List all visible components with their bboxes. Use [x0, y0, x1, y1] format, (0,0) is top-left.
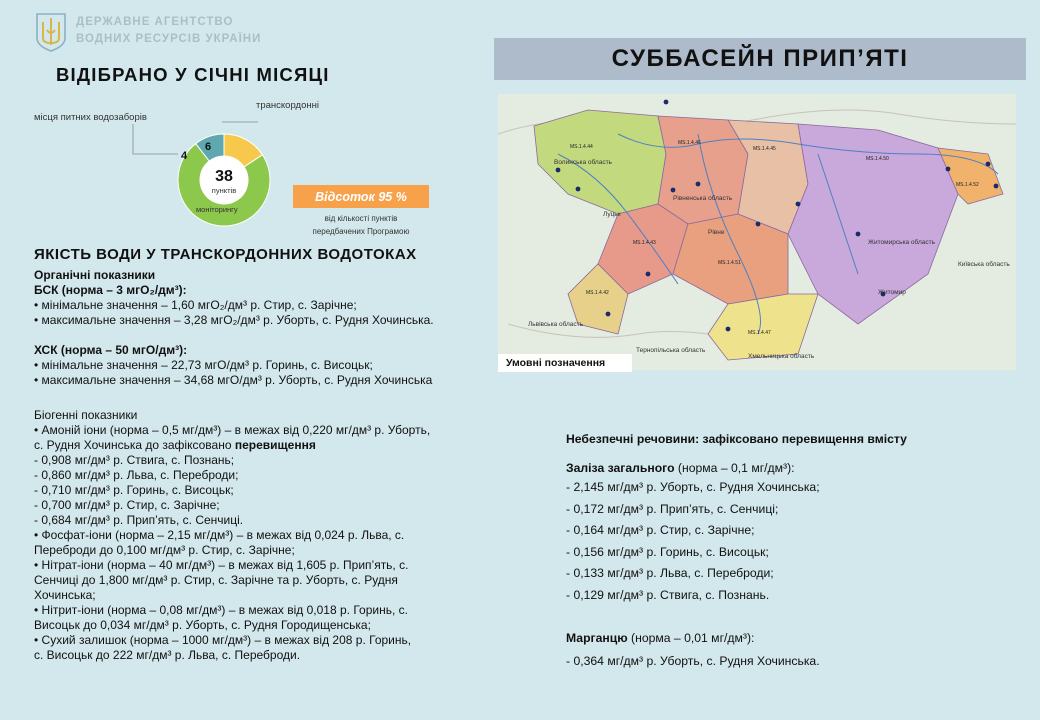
map-marker	[796, 202, 801, 207]
iron-item: - 0,133 мг/дм³ р. Льва, с. Переброди;	[566, 566, 774, 580]
nitrate-line-1: • Нітрат-іони (норма – 40 мг/дм³) – в межах від 1,605 р. Прип’ять, с.	[34, 558, 409, 572]
subbasin-title: СУББАСЕЙН ПРИП’ЯТІ	[611, 45, 909, 72]
label-transboundary: транскордонні	[256, 100, 319, 111]
map-marker	[756, 222, 761, 227]
organic-heading: Органічні показники	[34, 268, 156, 282]
ammonium-line-2-text: с. Рудня Хочинська до зафіксовано	[34, 438, 235, 452]
iron-item: - 0,129 мг/дм³ р. Ствига, с. Познань.	[566, 587, 770, 602]
exceed-item: - 0,860 мг/дм³ р. Льва, с. Переброди;	[34, 468, 239, 482]
map-city-label-rivne: Рівне	[708, 229, 725, 236]
map-region-label-kyiv: Київська область	[958, 261, 1010, 268]
iron-item: - 0,156 мг/дм³ р. Горинь, с. Висоцьк;	[566, 544, 769, 559]
iron-heading	[566, 461, 820, 475]
ammonium-line-2	[34, 438, 430, 453]
percent-badge: Відсоток 95 %	[293, 185, 429, 208]
map-marker	[576, 187, 581, 192]
map-region-ms-1-4-46	[658, 116, 748, 224]
donut-transboundary-count: 6	[205, 141, 212, 153]
nitrite-line-1: • Нітрит-іони (норма – 0,08 мг/дм³) – в межах від 0,018 р. Горинь, с.	[34, 603, 408, 617]
map-code-label: MS.1.4.51	[718, 260, 741, 266]
agency-header	[34, 12, 261, 52]
donut-total-label-1: пунктів	[211, 186, 237, 195]
map-region-label-rivne: Рівненська область	[673, 195, 733, 202]
map-legend-label: Умовні позначення	[498, 354, 632, 372]
percent-note-1: від кількості пунктів	[324, 214, 398, 223]
organic-block	[34, 268, 434, 388]
map-marker	[646, 272, 651, 277]
ammonium-line-1: • Амоній іони (норма – 0,5 мг/дм³) – в межах від 0,220 мг/дм³ р. Уборть,	[34, 423, 431, 437]
ukraine-trident-icon	[34, 12, 68, 52]
map-code-label: MS.1.4.50	[866, 156, 889, 162]
donut-total: 38	[215, 168, 233, 185]
nitrite-line-2: Висоцьк до 0,034 мг/дм³ р. Уборть, с. Рудня Городищенська;	[34, 618, 371, 632]
map-marker	[606, 312, 611, 317]
map-city-label-lutsk: Луцьк	[603, 211, 621, 218]
map-marker	[994, 184, 999, 189]
map-region-label-zhytomyr: Житомирська область	[868, 239, 935, 246]
map-region-label-volyn: Волинська область	[554, 159, 612, 166]
manganese-title: Марганцю	[566, 631, 628, 645]
hsk-title: ХСК (норма – 50 мгО/дм³):	[34, 343, 188, 357]
manganese-block	[566, 631, 820, 676]
exceed-item: - 0,684 мг/дм³ р. Прип’ять, с. Сенчиці.	[34, 513, 244, 527]
manganese-heading	[566, 631, 820, 645]
map-marker	[696, 182, 701, 187]
hazardous-title: Небезпечні речовини: зафіксовано перевищення вмісту	[566, 432, 907, 446]
manganese-item: - 0,364 мг/дм³ р. Уборть, с. Рудня Хочинська.	[566, 654, 820, 668]
iron-title: Заліза загального	[566, 461, 675, 475]
phosphate-line-1: • Фосфат-іони (норма – 2,15 мг/дм³) – в межах від 0,024 р. Льва, с.	[34, 528, 405, 542]
map-marker	[726, 327, 731, 332]
hsk-max: • максимальне значення – 34,68 мгО/дм³ р. Уборть, с. Рудня Хочинська	[34, 373, 433, 387]
label-drinking-intakes: місця питних водозаборів	[34, 112, 147, 123]
map-marker	[671, 188, 676, 193]
subbasin-banner	[494, 38, 1026, 80]
leader-line-drinking	[133, 124, 178, 154]
percent-note-2: передбачених Програмою	[312, 227, 410, 236]
map-marker	[986, 162, 991, 167]
map-marker	[556, 168, 561, 173]
exceed-item: - 0,700 мг/дм³ р. Стир, с. Зарічне;	[34, 498, 220, 512]
map-marker	[856, 232, 861, 237]
nitrate-line-2: Сенчиці до 1,800 мг/дм³ р. Стир, с. Зарічне та р. Уборть, с. Рудня	[34, 573, 398, 587]
map-marker	[946, 167, 951, 172]
iron-item: - 2,145 мг/дм³ р. Уборть, с. Рудня Хочинська;	[566, 480, 820, 494]
map-city-label-zhytomyr: Житомир	[878, 289, 906, 296]
map-code-label: MS.1.4.43	[633, 240, 656, 246]
residue-line-1: • Сухий залишок (норма – 1000 мг/дм³) – в межах від 208 р. Горинь,	[34, 633, 412, 647]
subbasin-map	[498, 94, 1016, 370]
iron-item: - 0,172 мг/дм³ р. Прип’ять, с. Сенчиці;	[566, 501, 779, 516]
percent-note	[296, 212, 426, 238]
quality-section-title: ЯКІСТЬ ВОДИ У ТРАНСКОРДОННИХ ВОДОТОКАХ	[34, 246, 417, 263]
map-code-label: MS.1.4.46	[678, 140, 701, 146]
iron-item: - 0,164 мг/дм³ р. Стир, с. Зарічне;	[566, 523, 755, 537]
map-region-label-lviv: Львівська область	[528, 321, 584, 328]
bsk-min: • мінімальне значення – 1,60 мгО₂/дм³ р. Стир, с. Зарічне;	[34, 298, 357, 312]
map-region-label-ternopil: Тернопільська область	[636, 347, 706, 354]
biogenic-block	[34, 408, 430, 663]
donut-center-label	[190, 168, 258, 195]
donut-drinking-count: 4	[181, 150, 188, 162]
exceed-item: - 0,710 мг/дм³ р. Горинь, с. Висоцьк;	[34, 483, 234, 497]
main-title: ВІДІБРАНО У СІЧНІ МІСЯЦІ	[56, 64, 330, 85]
agency-line-2: ВОДНИХ РЕСУРСІВ УКРАЇНИ	[76, 33, 262, 45]
phosphate-line-2: Переброди до 0,100 мг/дм³ р. Стир, с. Зарічне;	[34, 543, 295, 557]
map-marker	[664, 100, 669, 105]
map-code-label: MS.1.4.47	[748, 330, 771, 336]
agency-line-1: ДЕРЖАВНЕ АГЕНТСТВО	[76, 16, 234, 28]
biogenic-heading: Біогенні показники	[34, 408, 138, 422]
exceed-item: - 0,908 мг/дм³ р. Ствига, с. Познань;	[34, 453, 235, 467]
map-code-label: MS.1.4.44	[570, 144, 593, 150]
iron-block	[566, 461, 820, 609]
residue-line-2: с. Висоцьк до 222 мг/дм³ р. Льва, с. Переброди.	[34, 648, 301, 662]
hsk-min: • мінімальне значення – 22,73 мгО/дм³ р. Горинь, с. Висоцьк;	[34, 358, 373, 372]
map-code-label: MS.1.4.42	[586, 290, 609, 296]
manganese-norm: (норма – 0,01 мг/дм³):	[627, 631, 755, 645]
ammonium-exceed-word: перевищення	[234, 438, 316, 452]
map-code-label: MS.1.4.45	[753, 146, 776, 152]
nitrate-line-3: Хочинська;	[34, 588, 96, 602]
map-region-label-khmelnytskyi: Хмельницька область	[748, 353, 815, 360]
map-code-label: MS.1.4.52	[956, 182, 979, 188]
bsk-max: • максимальне значення – 3,28 мгО₂/дм³ р. Уборть, с. Рудня Хочинська.	[34, 313, 434, 327]
donut-total-label-2: моніторингу	[196, 205, 238, 214]
bsk-title: БСК (норма – 3 мгО₂/дм³):	[34, 283, 187, 297]
iron-norm: (норма – 0,1 мг/дм³):	[674, 461, 795, 475]
